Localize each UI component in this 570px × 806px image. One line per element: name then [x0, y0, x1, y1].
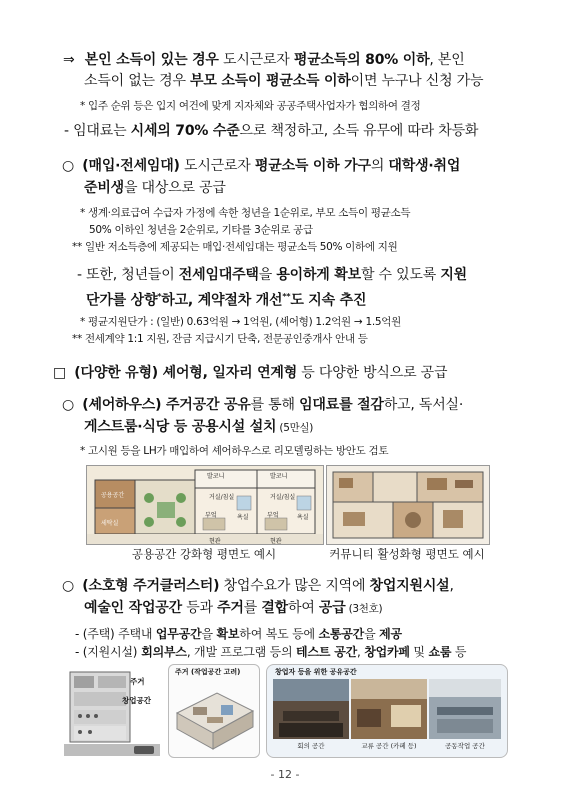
photo-caption-coworking: 공동작업 공간 [445, 742, 485, 750]
plan-label: 현관 [209, 538, 221, 545]
shared-space-label: 창업자 등을 위한 공유공간 [275, 668, 357, 676]
jeonse-support-line-1: - 또한, 청년들이 전세임대주택을 용이하게 확보할 수 있도록 지원 [77, 267, 467, 283]
diverse-types-heading: □ (다양한 유형) 셰어형, 일자리 연계형 등 다양한 방식으로 공급 [53, 365, 448, 381]
share-house-line-2: 게스트룸·식당 등 공용시설 설치 (5만실) [84, 419, 314, 435]
share-house-line-1: ○ (셰어하우스) 주거공간 공유를 통해 임대료를 절감하고, 독서실· [62, 397, 464, 413]
square-bullet-icon: □ [53, 365, 67, 381]
floor-plan-image-community [326, 465, 490, 545]
plan-label: 욕실 [237, 514, 249, 521]
photo-coworking [429, 679, 501, 739]
plan-label: 공용공간 [101, 492, 125, 499]
soho-housing-line: - (주택) 주택내 업무공간을 확보하여 복도 등에 소통공간을 제공 [75, 627, 402, 641]
shared-space-photos [266, 664, 508, 758]
unit-illustration-label: 주거 (작업공간 고려) [175, 668, 241, 676]
photo-cafe [351, 679, 427, 739]
plan-label: 부엌 [205, 512, 217, 519]
unit-illustration [168, 664, 260, 758]
priority-note-1-cont: 50% 이하인 청년을 2순위로, 기타를 3순위로 공급 [89, 224, 313, 236]
rent-level-line: - 임대료는 시세의 70% 수준으로 책정하고, 소득 유무에 따라 차등화 [64, 123, 479, 139]
page-number: - 12 - [270, 768, 300, 781]
soho-cluster-line-1: ○ (소호형 주거클러스터) 창업수요가 많은 지역에 창업지원시설, [62, 578, 454, 594]
income-criteria-line-1: ⇒ 본인 소득이 있는 경우 도시근로자 평균소득의 80% 이하, 본인 [63, 52, 465, 68]
startup-space-label: 창업공간 [122, 696, 151, 705]
jeonse-support-line-2: 단가를 상향*하고, 계약절차 개선**도 지속 추진 [86, 292, 367, 309]
arrow-icon: ⇒ [63, 52, 75, 68]
floor-plan-caption-1: 공용공간 강화형 평면도 예시 [131, 547, 277, 561]
plan-label: 현관 [270, 538, 282, 545]
purchase-lease-line-2: 준비생을 대상으로 공급 [84, 180, 226, 196]
soho-support-line: - (지원시설) 회의부스, 개발 프로그램 등의 테스트 공간, 창업카페 및 쇼룸 등 [75, 645, 467, 659]
floor-plan-image-shared-space [86, 465, 324, 545]
income-criteria-line-2: 소득이 없는 경우 부모 소득이 평균소득 이하이면 누구나 신청 가능 [84, 73, 484, 89]
plan-label: 욕실 [297, 514, 309, 521]
photo-meeting [273, 679, 349, 739]
gosiwon-note: * 고시원 등을 LH가 매입하여 셰어하우스로 리모델링하는 방안도 검토 [80, 445, 389, 457]
priority-note-2: ** 일반 저소득층에 제공되는 매입·전세임대는 평균소득 50% 이하에 지원 [72, 241, 398, 253]
plan-label: 거실/침실 [209, 494, 235, 501]
floor-plan-caption-2: 커뮤니티 활성화형 평면도 예시 [329, 547, 485, 561]
contract-note: ** 전세계약 1:1 지원, 잔금 지급시기 단축, 전문공인중개사 안내 등 [72, 333, 368, 345]
building-illustration [64, 664, 160, 756]
circle-bullet-icon: ○ [62, 158, 75, 174]
circle-bullet-icon: ○ [62, 578, 75, 594]
plan-label: 발코니 [270, 473, 288, 480]
photo-caption-meeting: 회의 공간 [297, 742, 325, 750]
plan-label: 거실/침실 [270, 494, 296, 501]
housing-label: 주거 [130, 677, 145, 686]
priority-note-1: * 생계·의료급여 수급자 가정에 속한 청년을 1순위로, 부모 소득이 평균소득 [80, 207, 411, 219]
circle-bullet-icon: ○ [62, 397, 75, 413]
plan-label: 부엌 [267, 512, 279, 519]
photo-caption-cafe: 교류 공간 (카페 등) [361, 742, 417, 750]
plan-label: 발코니 [207, 473, 225, 480]
soho-cluster-line-2: 예술인 작업공간 등과 주거를 결합하여 공급 (3천호) [84, 600, 383, 616]
occupancy-order-note: * 입주 순위 등은 입지 여건에 맞게 지자체와 공공주택사업자가 협의하여 결정 [80, 100, 421, 112]
purchase-lease-line-1: ○ (매입·전세임대) 도시근로자 평균소득 이하 가구의 대학생·취업 [62, 158, 461, 174]
plan-label: 세탁실 [101, 520, 119, 527]
unit-price-note: * 평균지원단가 : (일반) 0.63억원 → 1억원, (셰어형) 1.2억원 → 1.5억원 [80, 316, 401, 328]
